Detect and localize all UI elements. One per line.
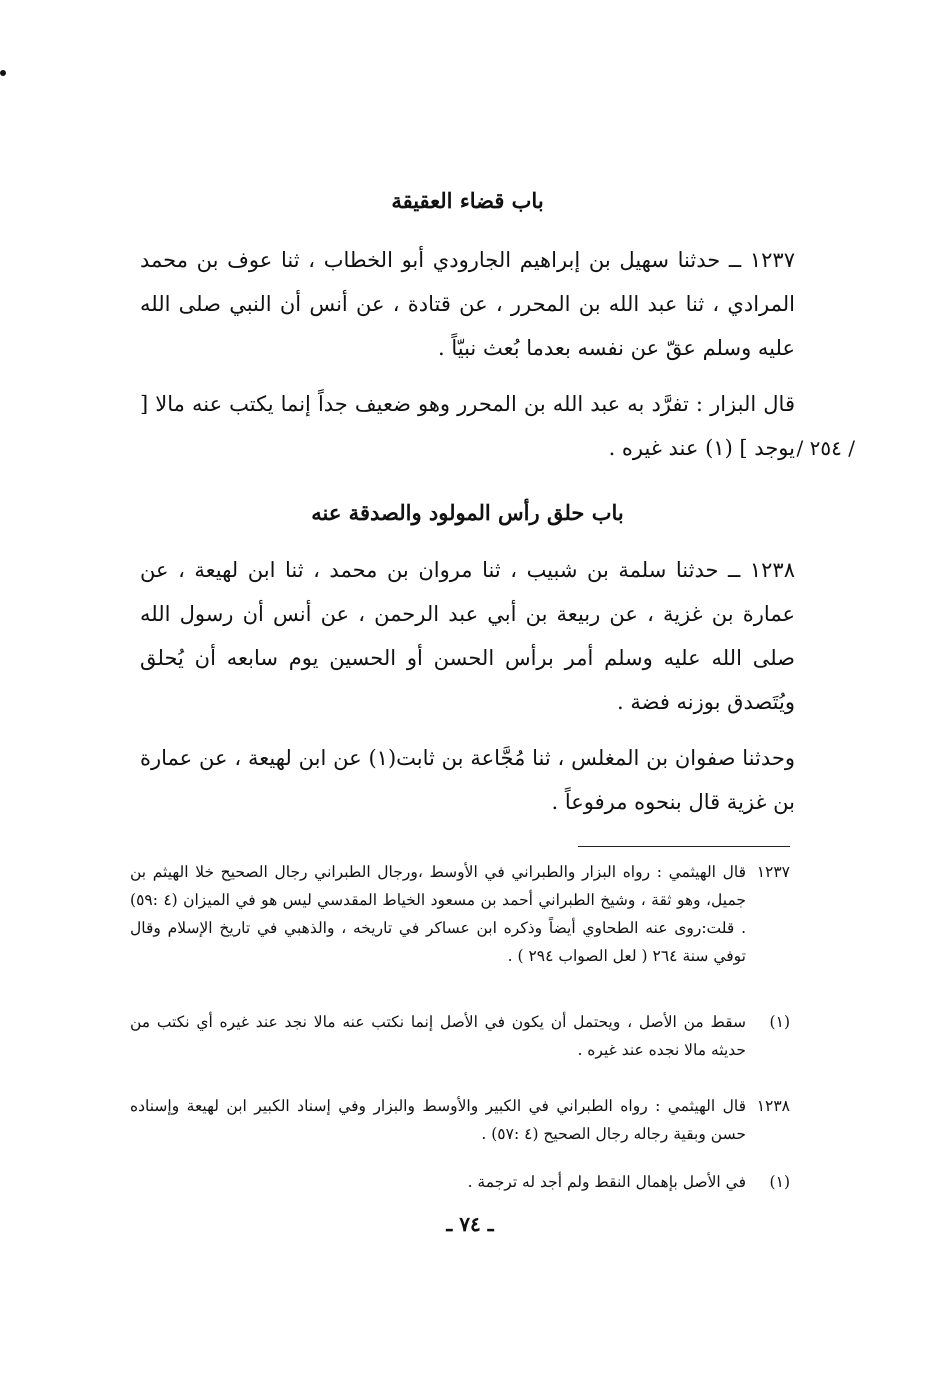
second-chain-block [140, 736, 795, 824]
footnote-text: قال الهيثمي : رواه البزار والطبراني في الأوسط ،ورجال الطبراني رجال الصحيح خلا الهيثم بن جميل، وهو ثقة ، وشيخ الطبراني أحمد بن مسعود الخياط المقدسي ليس هو في الميزان (٤ :٥٩) . قلت:روى عنه الطحاوي أيضاً وذكره ابن عساكر في تاريخه ، والذهبي في تاريخ الإسلام وقال توفي سنة ٢٦٤ ( لعل الصواب ٢٩٤ ) . [130, 863, 746, 965]
footnote-1237 [130, 858, 790, 970]
footnote-1238 [130, 1092, 790, 1148]
footnote-text: في الأصل بإهمال النقط ولم أجد له ترجمة . [467, 1173, 746, 1191]
footnote-number: (١) [769, 1173, 790, 1191]
footnote-text: قال الهيثمي : رواه الطبراني في الكبير والأوسط والبزار وفي إسناد الكبير ابن لهيعة وإسناده حسن وبقية رجاله رجال الصحيح (٤ :٥٧) . [130, 1097, 746, 1143]
footnote-text: سقط من الأصل ، ويحتمل أن يكون في الأصل إنما نكتب عنه مالا نجد عند غيره أي نكتب من حديثه مالا نجده عند غيره . [130, 1013, 746, 1059]
hadith-1238-text: ١٢٣٨ ــ حدثنا سلمة بن شبيب ، ثنا مروان بن محمد ، ثنا ابن لهيعة ، عن عمارة بن غزية ، عن ربيعة بن أبي عبد الرحمن ، عن أنس أن رسول الله صلى الله عليه وسلم أمر برأس الحسن أو الحسين يوم سابعه أن يُحلق ويُتَصدق بوزنه فضة . [140, 558, 795, 714]
hadith-1237-text: ١٢٣٧ ــ حدثنا سهيل بن إبراهيم الجارودي أبو الخطاب ، ثنا عوف بن محمد المرادي ، ثنا عبد الله بن المحرر ، عن قتادة ، عن أنس أن النبي صلى الله عليه وسلم عقّ عن نفسه بعدما بُعث نبيّاً . [140, 248, 795, 360]
hadith-1237-block [140, 238, 795, 370]
section-heading-aqiqa: باب قضاء العقيقة [391, 188, 544, 213]
footnote-number: ١٢٣٧ [756, 863, 790, 881]
section-heading-head-shaving: باب حلق رأس المولود والصدقة عنه [311, 500, 624, 525]
bazzar-comment-block [140, 382, 795, 470]
footnote-number: (١) [769, 1013, 790, 1031]
footnote-1237-1 [130, 1008, 790, 1064]
footnote-1238-1 [130, 1168, 790, 1196]
scan-mark [0, 70, 6, 76]
page-number: ـ ٧٤ ـ [446, 1212, 494, 1236]
second-chain-text: وحدثنا صفوان بن المغلس ، ثنا مُجَّاعة بن ثابت(١) عن ابن لهيعة ، عن عمارة بن غزية قال بنحوه مرفوعاً . [140, 746, 795, 814]
bazzar-comment-text: قال البزار : تفرَّد به عبد الله بن المحرر وهو ضعيف جداً إنما يكتب عنه مالا [ يوجد ] (١) عند غيره . [140, 392, 795, 460]
hadith-1238-block [140, 548, 795, 724]
footnote-number: ١٢٣٨ [756, 1097, 790, 1115]
margin-page-reference: / ٢٥٤ / [796, 436, 855, 460]
footnote-divider [578, 846, 790, 847]
